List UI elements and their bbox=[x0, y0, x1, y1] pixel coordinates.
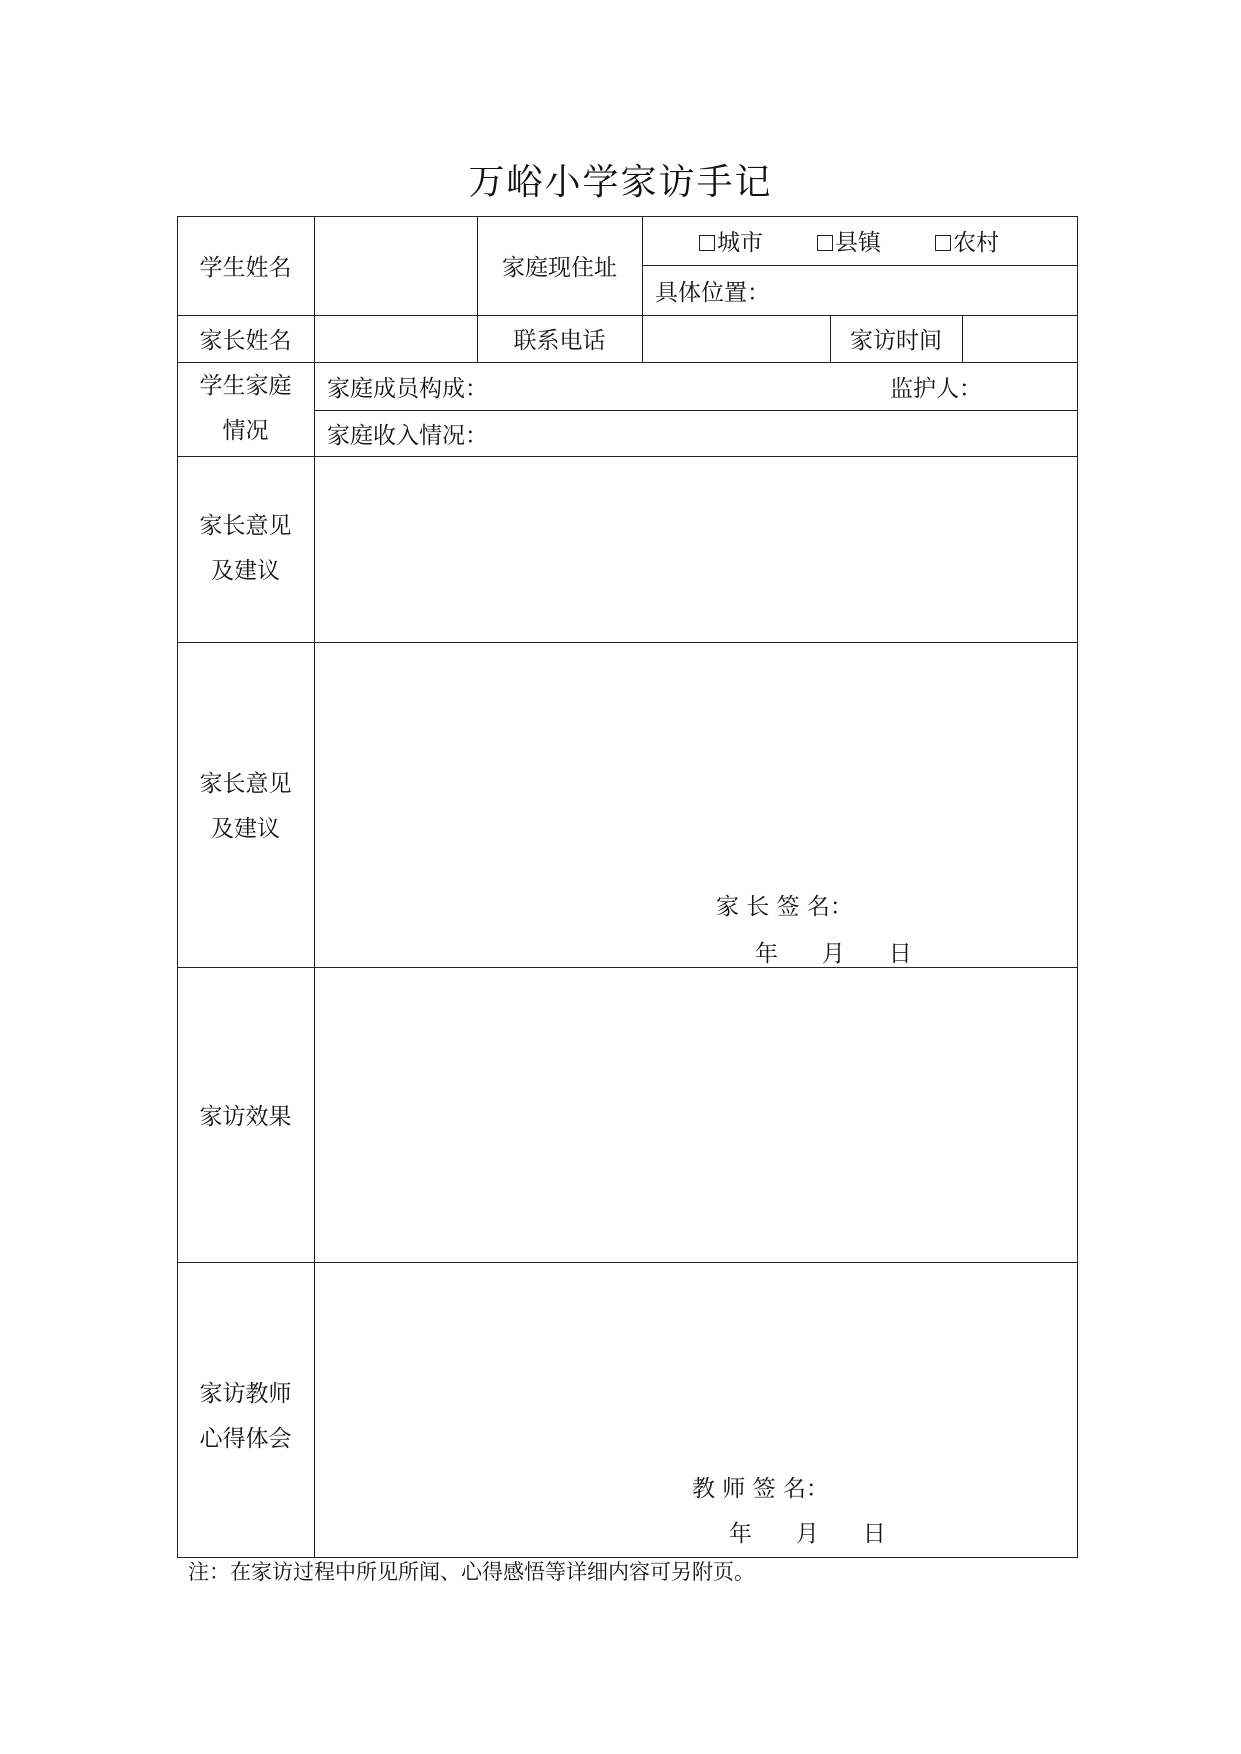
checkbox-icon[interactable] bbox=[699, 235, 715, 251]
teacher-signature-date: 年 月 日 bbox=[729, 1521, 886, 1547]
phone-field[interactable] bbox=[643, 315, 830, 362]
visit-time-field[interactable] bbox=[963, 315, 1077, 362]
student-name-label: 学生姓名 bbox=[199, 255, 292, 281]
checkbox-icon[interactable] bbox=[817, 235, 833, 251]
parent-name-field[interactable] bbox=[315, 315, 477, 362]
visit-time-label: 家访时间 bbox=[850, 328, 942, 354]
home-address-label: 家庭现住址 bbox=[502, 255, 617, 281]
parent-opinion-label-2: 家长意见 及建议 bbox=[199, 771, 292, 842]
parent-signature-date: 年 月 日 bbox=[755, 941, 912, 967]
parent-signature-label: 家 长 签 名： bbox=[716, 894, 853, 920]
parent-opinion-field-1[interactable] bbox=[315, 456, 1077, 642]
checkbox-icon[interactable] bbox=[935, 235, 951, 251]
teacher-reflection-label: 家访教师 心得体会 bbox=[199, 1381, 292, 1452]
parent-opinion-label-1: 家长意见 及建议 bbox=[199, 513, 292, 584]
family-members-label: 家庭成员构成： bbox=[327, 375, 488, 402]
page-title: 万峪小学家访手记 bbox=[468, 162, 773, 203]
phone-label: 联系电话 bbox=[513, 328, 606, 354]
family-situation-label: 学生家庭 情况 bbox=[199, 373, 292, 444]
family-income-label: 家庭收入情况： bbox=[327, 422, 488, 449]
teacher-signature-label: 教 师 签 名： bbox=[692, 1476, 829, 1502]
footnote: 注：在家访过程中所见所闻、心得感悟等详细内容可另附页。 bbox=[188, 1560, 755, 1584]
parent-name-label: 家长姓名 bbox=[199, 328, 292, 354]
option-city[interactable]: 城市 bbox=[699, 224, 763, 257]
specific-location-label: 具体位置： bbox=[655, 280, 770, 306]
student-name-field[interactable] bbox=[315, 216, 477, 315]
parent-opinion-field-2[interactable] bbox=[315, 642, 1077, 967]
option-county-town[interactable]: 县镇 bbox=[817, 224, 881, 257]
visit-effect-label: 家访效果 bbox=[199, 1104, 292, 1130]
option-village[interactable]: 农村 bbox=[935, 224, 999, 257]
guardian-label: 监护人： bbox=[890, 375, 982, 402]
area-options bbox=[643, 216, 1077, 265]
teacher-reflection-field[interactable] bbox=[315, 1262, 1077, 1557]
visit-effect-field[interactable] bbox=[315, 967, 1077, 1262]
